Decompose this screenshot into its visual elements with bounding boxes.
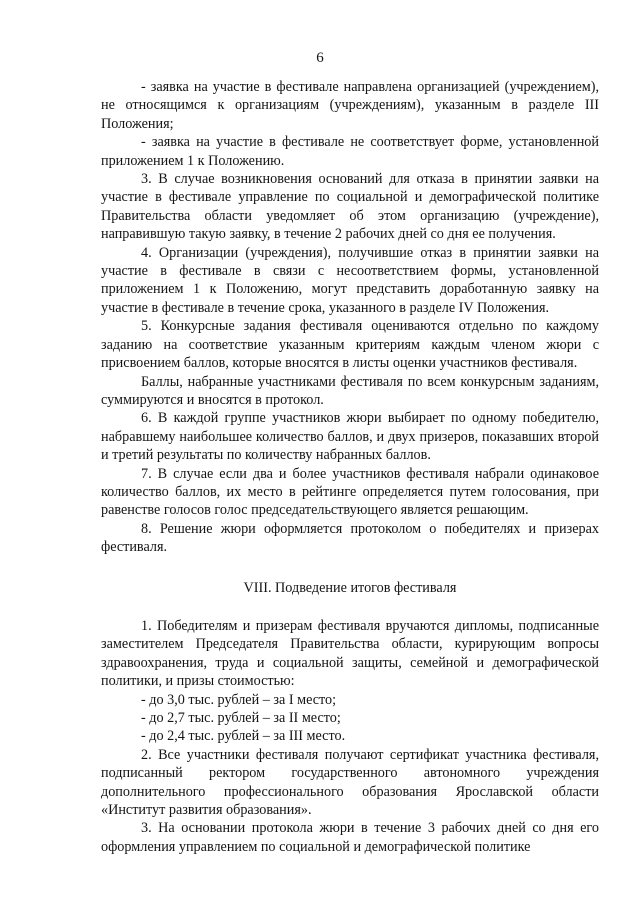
list-item: - до 2,7 тыс. рублей – за II место;: [141, 710, 341, 726]
list-item: - до 2,4 тыс. рублей – за III место.: [141, 728, 346, 745]
page-number: 6: [316, 50, 324, 66]
paragraph: 7. В случае если два и более участников фестиваля набрали одинаковое количество баллов, их место в рейтинге определяется путем голосования, при равенстве голосов голос председательствующего является решающим.: [101, 465, 599, 519]
paragraph: 6. В каждой группе участников жюри выбирает по одному победителю, набравшему наибольшее количество баллов, и двух призеров, показавших второй и третий результаты по количеству набранных баллов.: [101, 410, 599, 464]
paragraph: 5. Конкурсные задания фестиваля оцениваются отдельно по каждому заданию на соответствие указанным критериям каждым членом жюри с присвоением баллов, которые вносятся в листы оценки участников фестиваля.: [101, 318, 599, 372]
paragraph: 2. Все участники фестиваля получают сертификат участника фестиваля, подписанный ректором государственного автономного учреждения дополнительного профессионального образования Ярославской области «Институт развития образования».: [101, 746, 599, 819]
paragraph: Баллы, набранные участниками фестиваля по всем конкурсным заданиям, суммируются и вносятся в протокол.: [101, 373, 599, 408]
document-body: [101, 78, 599, 856]
paragraph: 3. На основании протокола жюри в течение 3 рабочих дней со дня его оформления управлением по социальной и демографической политике: [101, 820, 599, 855]
paragraph: 8. Решение жюри оформляется протоколом о победителях и призерах фестиваля.: [101, 520, 599, 556]
paragraph: 1. Победителям и призерам фестиваля вручаются дипломы, подписанные заместителем Председателя Правительства области, курирующим вопросы здравоохранения, труда и социальной защиты, семейной и демографической политики, и призы стоимостью:: [101, 617, 599, 690]
paragraph: - заявка на участие в фестивале направлена организацией (учреждением), не относящимся к организациям (учреждениям), указанным в разделе III Положения;: [101, 79, 599, 132]
list-item: - до 3,0 тыс. рублей – за I место;: [141, 691, 337, 708]
paragraph: 4. Организации (учреждения), получившие отказ в принятии заявки на участие в фестивале в связи с несоответствием формы, установленной приложением 1 к Положению, могут представить доработанную заявку на участие в фестивале в течение срока, указанного в разделе IV Положения.: [101, 244, 599, 316]
paragraph: 3. В случае возникновения оснований для отказа в принятии заявки на участие в фестивале управление по социальной и демографической политике Правительства области уведомляет об этом организацию (учреждение), направившую такую заявку, в течение 2 рабочих дней со дня ее получения.: [101, 171, 599, 243]
section-heading: VIII. Подведение итогов фестиваля: [243, 579, 457, 596]
paragraph: - заявка на участие в фестивале не соответствует форме, установленной приложением 1 к Положению.: [101, 134, 599, 169]
